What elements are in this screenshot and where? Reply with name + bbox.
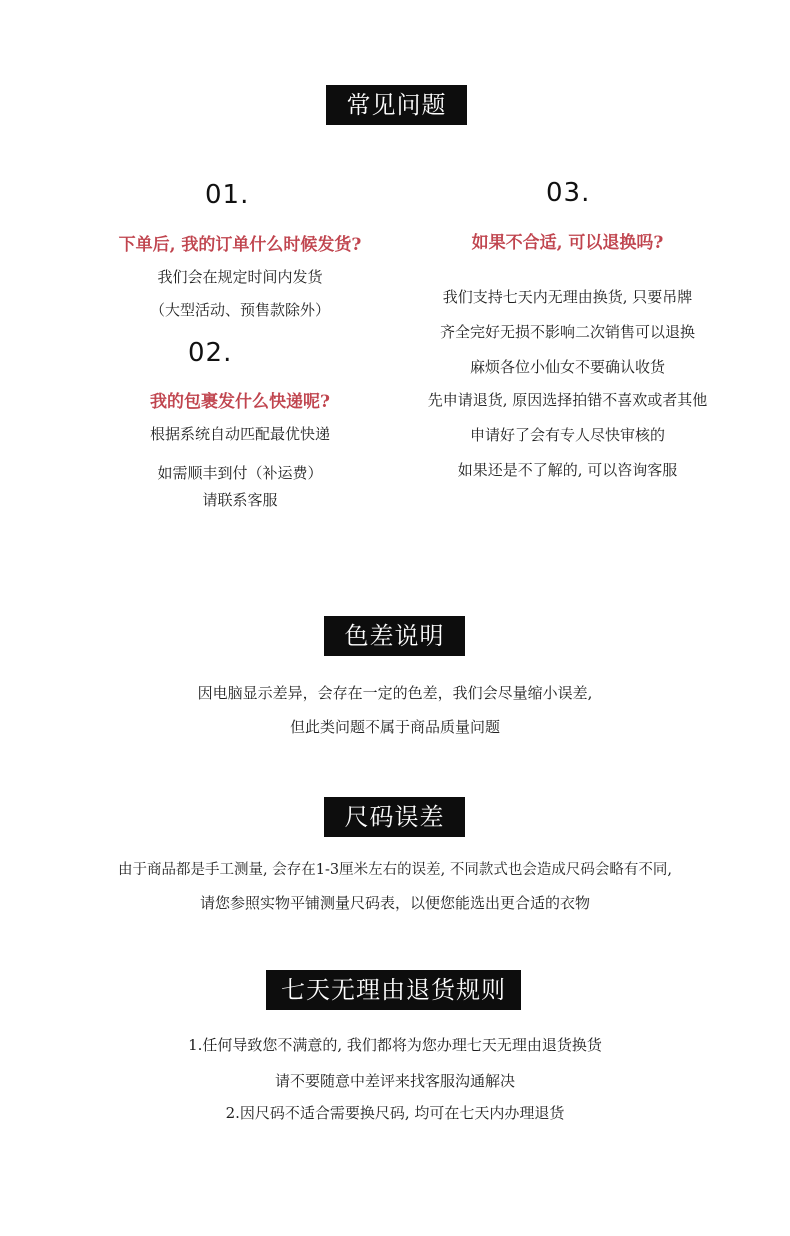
returns-line3: 2.因尺码不适合需要换尺码, 均可在七天内办理退货	[225, 1104, 565, 1122]
faq-item3-number: 03.	[546, 178, 591, 208]
faq-item3-line5: 申请好了会有专人尽快审核的	[469, 426, 665, 444]
faq-item1-line2: （大型活动、预售款除外）	[149, 301, 330, 319]
color-header: 色差说明	[324, 616, 465, 656]
faq-item2-line3: 请联系客服	[202, 491, 278, 509]
color-line2: 但此类问题不属于商品质量问题	[289, 718, 500, 736]
returns-header: 七天无理由退货规则	[266, 970, 521, 1010]
faq-item3-question: 如果不合适, 可以退换吗?	[471, 233, 664, 253]
faq-item1-line1: 我们会在规定时间内发货	[157, 268, 323, 286]
faq-item3-line4: 先申请退货, 原因选择拍错不喜欢或者其他	[427, 391, 708, 409]
returns-line2: 请不要随意中差评来找客服沟通解决	[274, 1072, 515, 1090]
faq-item1-number: 01.	[205, 180, 250, 210]
returns-line1: 1.任何导致您不满意的, 我们都将为您办理七天无理由退货换货	[188, 1036, 602, 1054]
faq-item2-question: 我的包裹发什么快递呢?	[150, 392, 330, 412]
faq-item3-line2: 齐全完好无损不影响二次销售可以退换	[439, 323, 695, 341]
size-header: 尺码误差	[324, 797, 465, 837]
faq-item2-number: 02.	[188, 338, 233, 368]
faq-item3-line1: 我们支持七天内无理由换货, 只要吊牌	[442, 288, 693, 306]
faq-item3-line6: 如果还是不了解的, 可以咨询客服	[457, 461, 678, 479]
faq-item2-line2: 如需顺丰到付（补运费）	[157, 464, 323, 482]
color-line1: 因电脑显示差异，会存在一定的色差，我们会尽量缩小误差,	[197, 684, 593, 702]
faq-item2-line1: 根据系统自动匹配最优快递	[149, 425, 330, 443]
faq-item3-line3: 麻烦各位小仙女不要确认收货	[469, 358, 665, 376]
size-line1: 由于商品都是手工测量, 会存在1-3厘米左右的误差, 不同款式也会造成尺码会略有不同,	[118, 862, 672, 878]
faq-header: 常见问题	[326, 85, 467, 125]
faq-item1-question: 下单后, 我的订单什么时候发货?	[118, 235, 362, 255]
size-line2: 请您参照实物平铺测量尺码表，以便您能选出更合适的衣物	[199, 894, 590, 912]
